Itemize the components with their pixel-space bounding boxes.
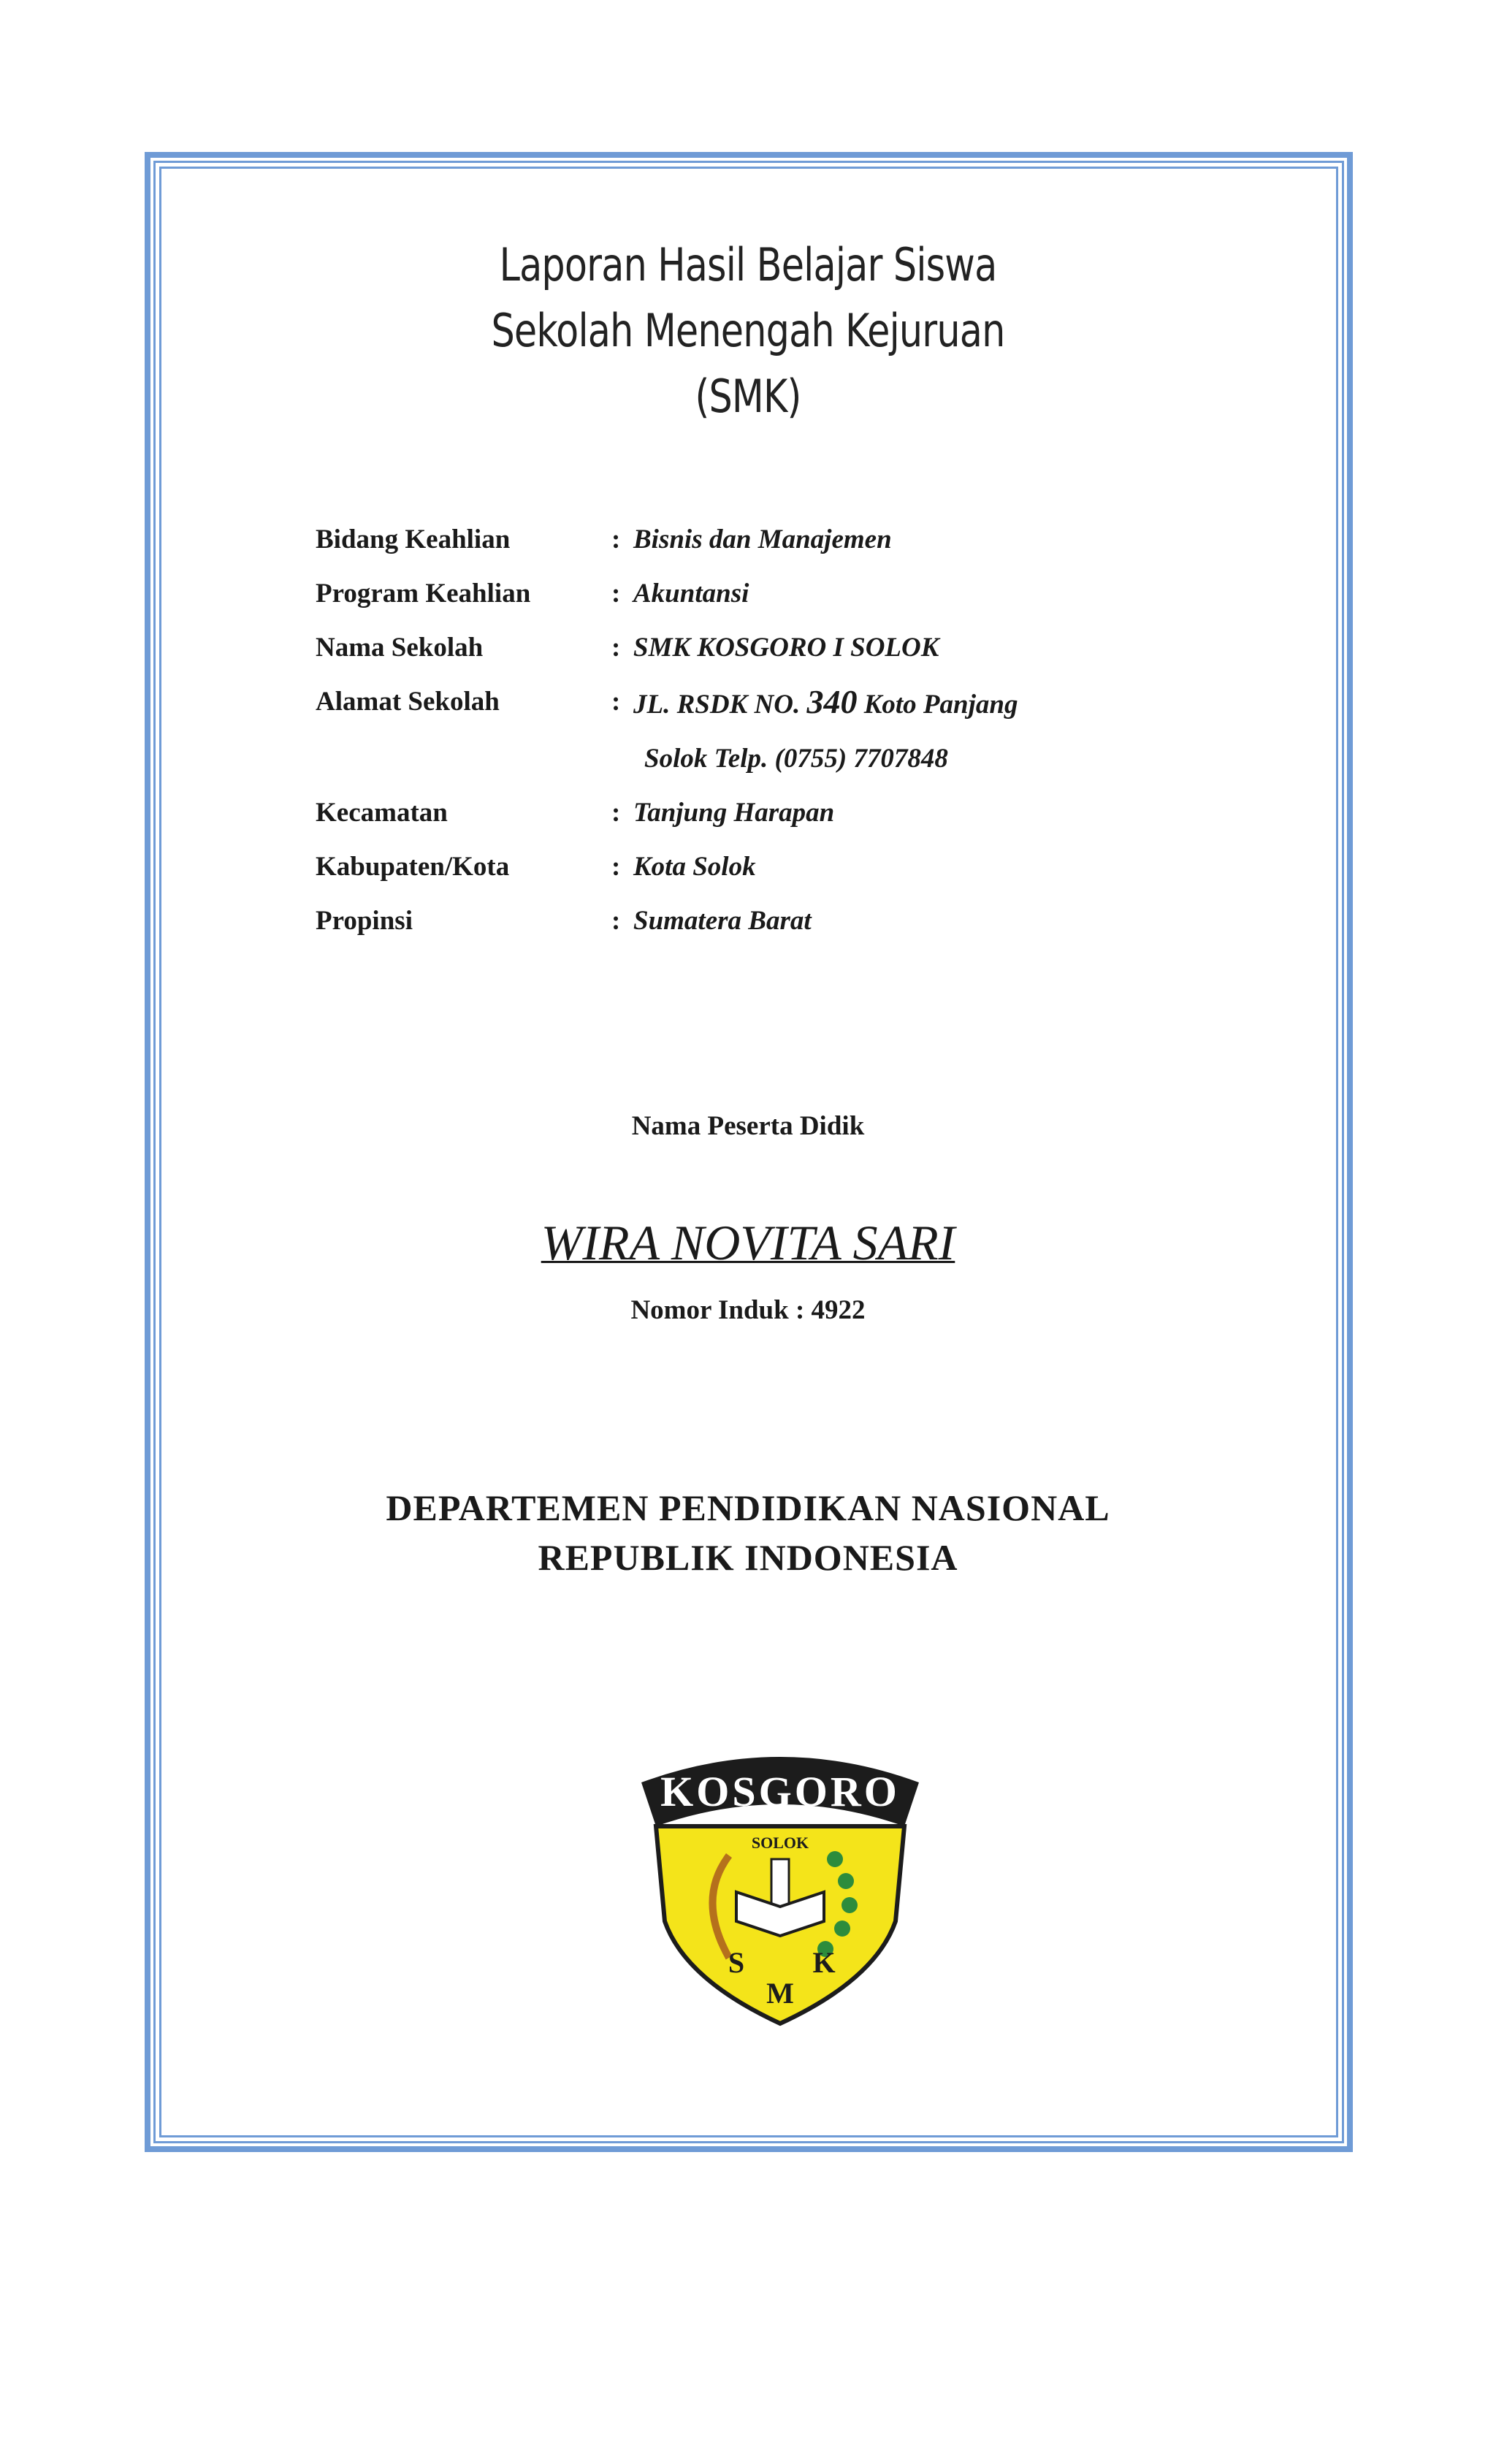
propinsi-label: Propinsi — [316, 906, 413, 936]
info-row-alamat-cont — [316, 732, 1018, 786]
sekolah-value: SMK KOSGORO I SOLOK — [633, 633, 939, 663]
report-title — [134, 232, 1361, 430]
logo-letter-k: K — [812, 1946, 836, 1979]
alamat-line-2: Solok Telp. (0755) 7707848 — [644, 744, 948, 774]
student-number: Nomor Induk : 4922 — [630, 1295, 866, 1325]
program-label: Program Keahlian — [316, 579, 531, 609]
department-line-2: REPUBLIK INDONESIA — [538, 1537, 958, 1578]
kecamatan-label: Kecamatan — [316, 798, 448, 828]
student-name: WIRA NOVITA SARI — [541, 1215, 955, 1270]
colon: : — [611, 906, 621, 936]
info-row-alamat — [316, 675, 1018, 732]
colon: : — [611, 525, 621, 554]
sekolah-label: Nama Sekolah — [316, 633, 484, 663]
colon: : — [611, 852, 621, 882]
cotton-icon — [827, 1851, 843, 1867]
info-row-propinsi — [316, 894, 1018, 948]
alamat-prefix: JL. RSDK NO. — [633, 690, 801, 720]
alamat-value — [633, 675, 1018, 732]
info-row-sekolah — [316, 621, 1018, 675]
program-value: Akuntansi — [633, 579, 749, 609]
title-line-3: (SMK) — [695, 370, 801, 423]
alamat-suffix: Koto Panjang — [863, 690, 1018, 720]
bidang-label: Bidang Keahlian — [316, 525, 511, 554]
info-row-program — [316, 567, 1018, 621]
title-line-2: Sekolah Menengah Kejuruan — [491, 304, 1005, 357]
title-line-1: Laporan Hasil Belajar Siswa — [499, 238, 997, 291]
colon: : — [611, 579, 621, 609]
logo-city: SOLOK — [751, 1834, 809, 1852]
info-row-bidang — [316, 513, 1018, 567]
info-row-kabupaten — [316, 840, 1018, 894]
colon: : — [611, 633, 621, 663]
kabupaten-value: Kota Solok — [633, 852, 756, 882]
logo-banner-text: KOSGORO — [660, 1768, 900, 1815]
colon: : — [611, 798, 621, 828]
alamat-number: 340 — [806, 683, 858, 720]
school-info — [316, 513, 1018, 948]
kecamatan-value: Tanjung Harapan — [633, 798, 835, 828]
info-row-kecamatan — [316, 786, 1018, 840]
department-title — [0, 1483, 1496, 1582]
alamat-label: Alamat Sekolah — [316, 687, 500, 717]
propinsi-value: Sumatera Barat — [633, 906, 812, 936]
department-line-1: DEPARTEMEN PENDIDIKAN NASIONAL — [386, 1487, 1110, 1528]
logo-letter-m: M — [766, 1977, 794, 2010]
logo-letter-s: S — [728, 1946, 745, 1979]
student-heading: Nama Peserta Didik — [631, 1111, 865, 1141]
bidang-value: Bisnis dan Manajemen — [633, 525, 892, 554]
colon: : — [611, 687, 621, 717]
kosgoro-logo — [627, 1739, 934, 2031]
kabupaten-label: Kabupaten/Kota — [316, 852, 510, 882]
